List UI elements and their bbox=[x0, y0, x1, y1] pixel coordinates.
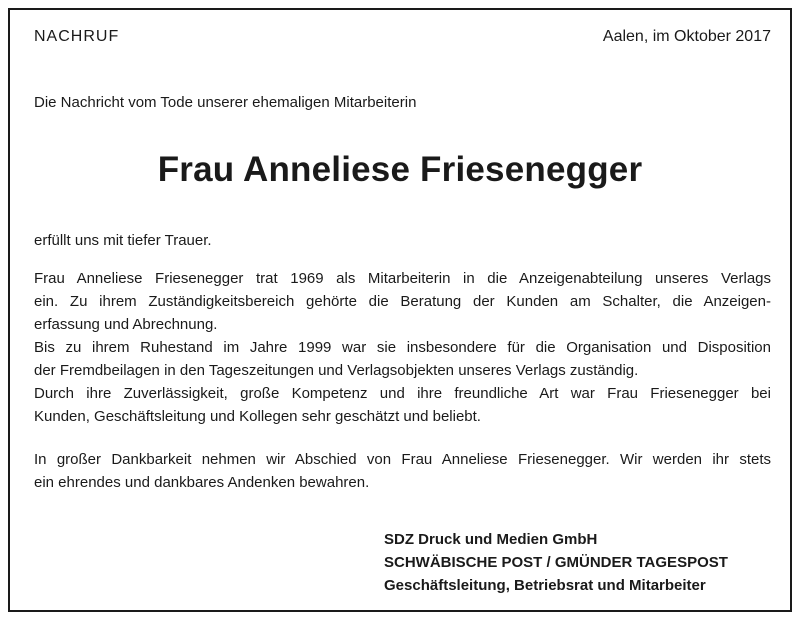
paragraph-career bbox=[34, 267, 771, 428]
paragraph-line: ein. Zu ihrem Zuständigkeitsbereich gehörte die Beratung der Kunden am Schalter, die Anzeigen- bbox=[34, 293, 771, 310]
paragraph-sorrow: erfüllt uns mit tiefer Trauer. bbox=[34, 232, 212, 249]
paragraph-line: erfassung und Abrechnung. bbox=[34, 316, 218, 333]
signature-block bbox=[384, 528, 728, 597]
notice-type-label: NACHRUF bbox=[34, 28, 120, 45]
paragraph-line: ein ehrendes und dankbares Andenken bewahren. bbox=[34, 474, 370, 491]
place-date: Aalen, im Oktober 2017 bbox=[602, 28, 771, 45]
paragraph-line: der Fremdbeilagen in den Tageszeitungen und Verlagsobjekten unseres Verlags zuständig. bbox=[34, 362, 639, 379]
paragraph-line: Kunden, Geschäftsleitung und Kollegen sehr geschätzt und beliebt. bbox=[34, 408, 481, 425]
deceased-name-heading: Frau Anneliese Friesenegger bbox=[157, 150, 643, 189]
paragraph-farewell bbox=[34, 448, 771, 494]
paragraph-line: Bis zu ihrem Ruhestand im Jahre 1999 war sie insbesondere für die Organisation und Disposition bbox=[34, 339, 771, 356]
header-row bbox=[34, 26, 771, 48]
obituary-frame bbox=[8, 8, 792, 612]
signature-company: SDZ Druck und Medien GmbH bbox=[384, 531, 598, 548]
signature-publications: SCHWÄBISCHE POST / GMÜNDER TAGESPOST bbox=[384, 554, 728, 571]
signature-signatories: Geschäftsleitung, Betriebsrat und Mitarbeiter bbox=[384, 577, 706, 594]
paragraph-line: Frau Anneliese Friesenegger trat 1969 als Mitarbeiterin in die Anzeigenabteilung unseres Verlags bbox=[34, 270, 771, 287]
paragraph-line: In großer Dankbarkeit nehmen wir Abschied von Frau Anneliese Friesenegger. Wir werden ihr stets bbox=[34, 451, 771, 468]
paragraph-line: Durch ihre Zuverlässigkeit, große Kompetenz und ihre freundliche Art war Frau Friesenegger bei bbox=[34, 385, 771, 402]
intro-text: Die Nachricht vom Tode unserer ehemaligen Mitarbeiterin bbox=[34, 94, 417, 111]
